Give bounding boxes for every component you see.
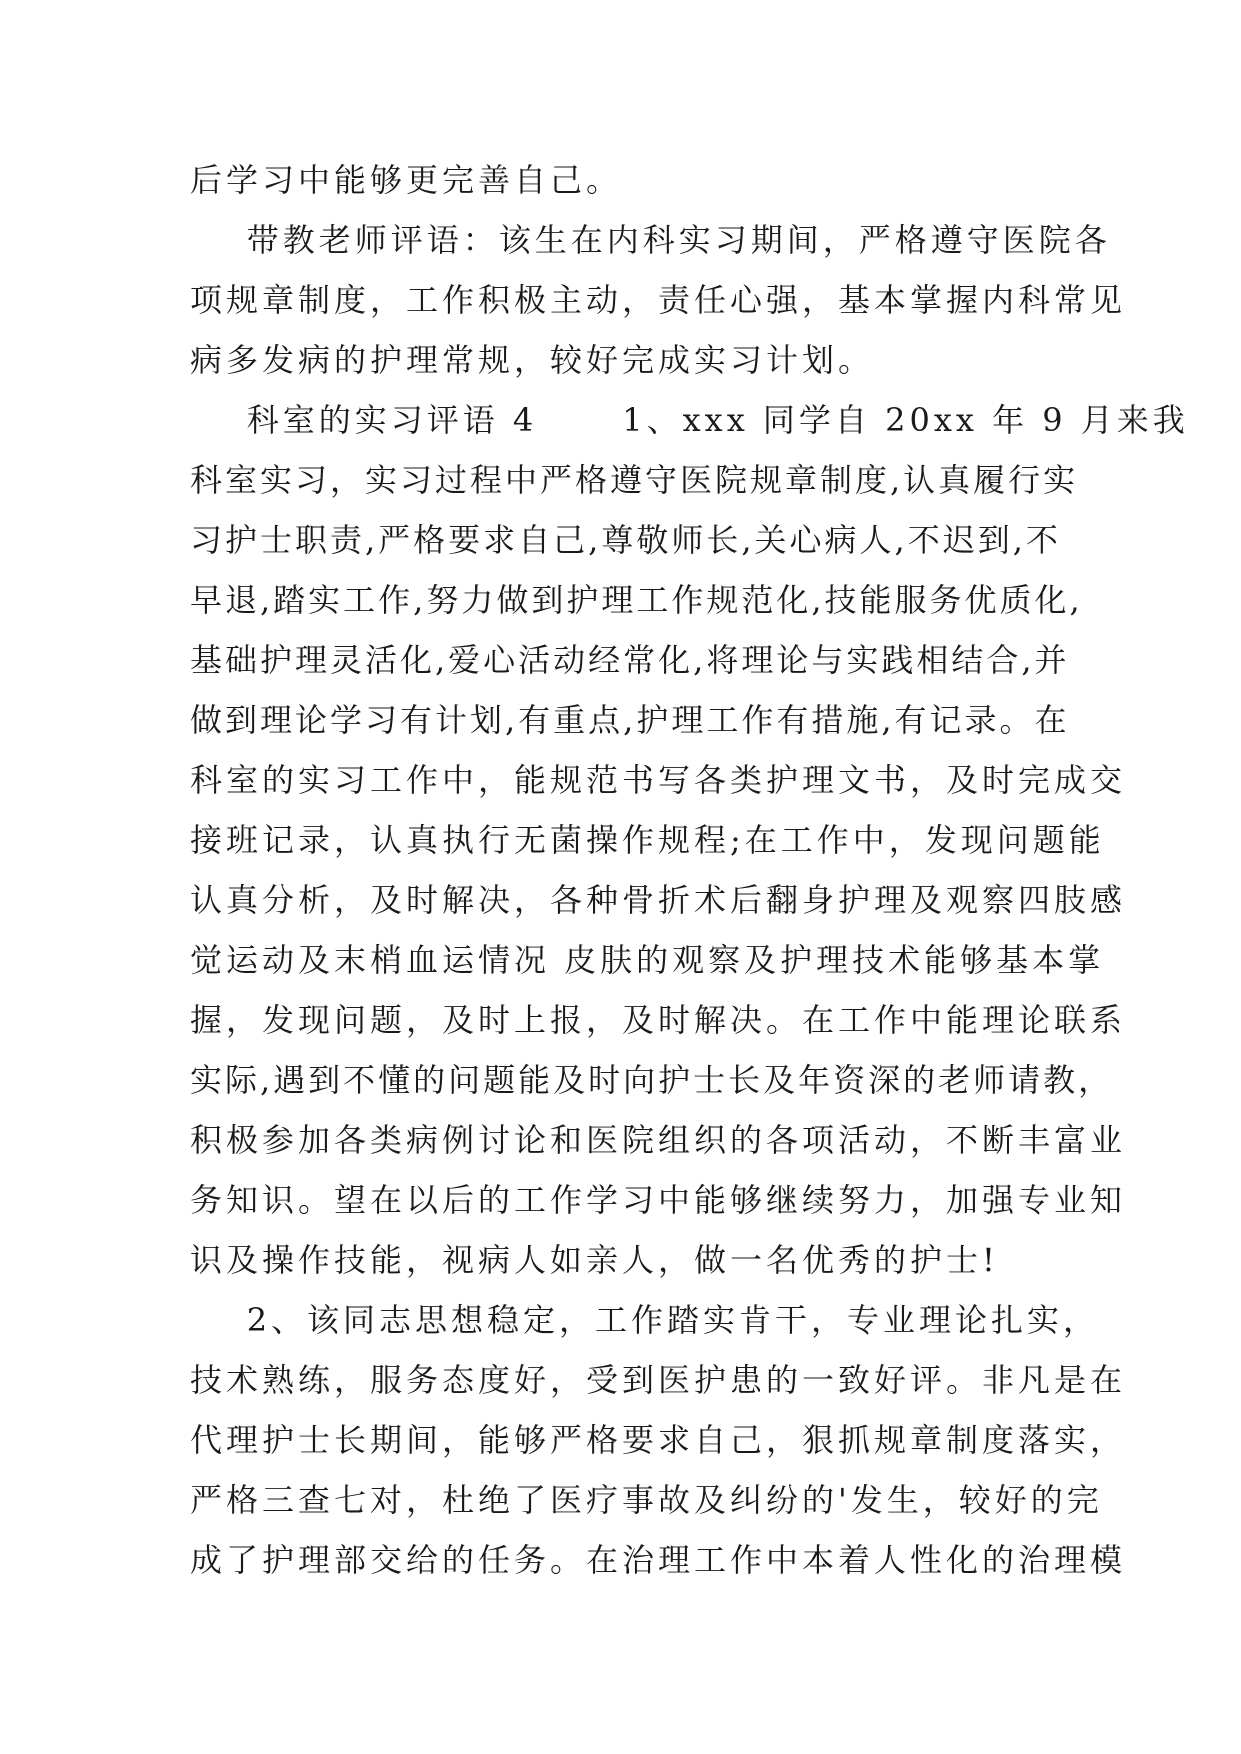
- text-line: 习护士职责,严格要求自己,尊敬师长,关心病人,不迟到,不: [190, 521, 1061, 559]
- text-line: 务知识。望在以后的工作学习中能够继续努力，加强专业知: [190, 1181, 1127, 1219]
- text-line: 后学习中能够更完善自己。: [190, 161, 623, 199]
- text-line: 项规章制度，工作积极主动，责任心强，基本掌握内科常见: [190, 281, 1127, 319]
- text-line: 实际,遇到不懂的问题能及时向护士长及年资深的老师请教，: [190, 1061, 1114, 1099]
- text-line: 识及操作技能，视病人如亲人，做一名优秀的护士!: [190, 1241, 999, 1279]
- text-line: 握，发现问题，及时上报，及时解决。在工作中能理论联系: [190, 1001, 1127, 1039]
- text-line: 科室的实习评语 4 1、xxx 同学自 20xx 年 9 月来我: [190, 401, 1189, 439]
- text-line: 技术熟练，服务态度好，受到医护患的一致好评。非凡是在: [190, 1361, 1127, 1399]
- text-line: 成了护理部交给的任务。在治理工作中本着人性化的治理模: [190, 1541, 1127, 1579]
- text-line: 科室的实习工作中，能规范书写各类护理文书，及时完成交: [190, 761, 1127, 799]
- text-line: 接班记录，认真执行无菌操作规程;在工作中，发现问题能: [190, 821, 1105, 859]
- text-line: 积极参加各类病例讨论和医院组织的各项活动，不断丰富业: [190, 1121, 1127, 1159]
- text-line: 认真分析，及时解决，各种骨折术后翻身护理及观察四肢感: [190, 881, 1127, 919]
- text-line: 早退,踏实工作,努力做到护理工作规范化,技能服务优质化,: [190, 581, 1083, 619]
- text-line: 严格三查七对，杜绝了医疗事故及纠纷的'发生，较好的完: [190, 1481, 1103, 1519]
- text-line: 带教老师评语：该生在内科实习期间，严格遵守医院各: [190, 221, 1111, 259]
- text-line: 觉运动及末梢血运情况 皮肤的观察及护理技术能够基本掌: [190, 941, 1105, 979]
- document-body: [190, 150, 1189, 1590]
- text-line: 做到理论学习有计划,有重点,护理工作有措施,有记录。在: [190, 701, 1070, 739]
- text-line: 基础护理灵活化,爱心活动经常化,将理论与实践相结合,并: [190, 641, 1070, 679]
- text-line: 科室实习，实习过程中严格遵守医院规章制度,认真履行实: [190, 461, 1079, 499]
- text-line: 病多发病的护理常规，较好完成实习计划。: [190, 341, 875, 379]
- text-line: 代理护士长期间，能够严格要求自己，狠抓规章制度落实，: [190, 1421, 1127, 1459]
- text-line: 2、该同志思想稳定，工作踏实肯干，专业理论扎实，: [190, 1301, 1100, 1339]
